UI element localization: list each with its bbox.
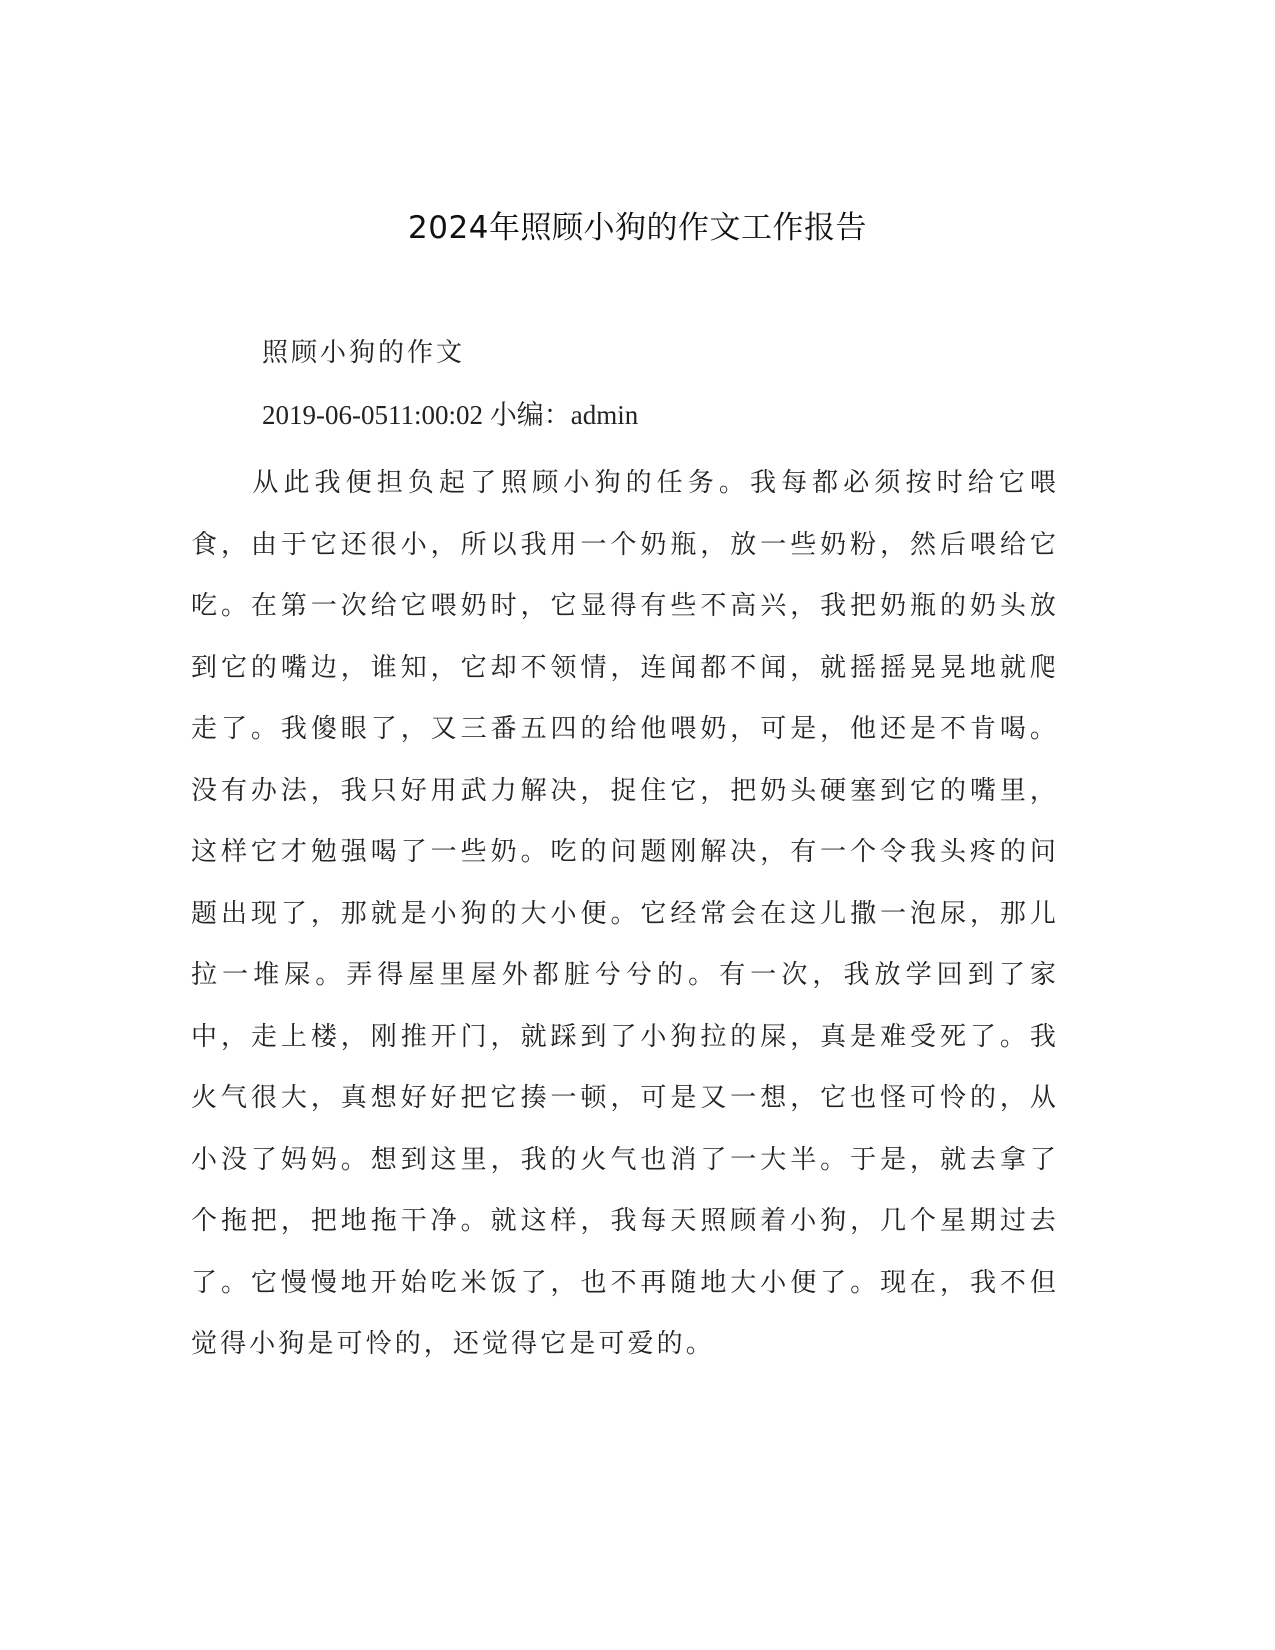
article-meta: 2019-06-0511:00:02 小编：admin [262,400,639,430]
article-body: 从此我便担负起了照顾小狗的任务。我每都必须按时给它喂食，由于它还很小，所以我用一个奶瓶，放一些奶粉，然后喂给它吃。在第一次给它喂奶时，它显得有些不高兴，我把奶瓶的奶头放到它的嘴边，谁知，它却不领情，连闻都不闻，就摇摇晃晃地就爬走了。我傻眼了，又三番五四的给他喂奶，可是，他还是不肯喝。没有办法，我只好用武力解决，捉住它，把奶头硬塞到它的嘴里，这样它才勉强喝了一些奶。吃的问题刚解决，有一个令我头疼的问题出现了，那就是小狗的大小便。它经常会在这儿撒一泡尿，那儿拉一堆屎。弄得屋里屋外都脏兮兮的。有一次，我放学回到了家中，走上楼，刚推开门，就踩到了小狗拉的屎，真是难受死了。我火气很大，真想好好把它揍一顿，可是又一想，它也怪可怜的，从小没了妈妈。想到这里，我的火气也消了一大半。于是，就去拿了个拖把，把地拖干净。就这样，我每天照顾着小狗，几个星期过去了。它慢慢地开始吃米饭了，也不再随地大小便了。现在，我不但觉得小狗是可怜的，还觉得它是可爱的。 [191,468,1059,1359]
document-title: 2024年照顾小狗的作文工作报告 [408,210,867,246]
article-subtitle: 照顾小狗的作文 [262,338,466,368]
